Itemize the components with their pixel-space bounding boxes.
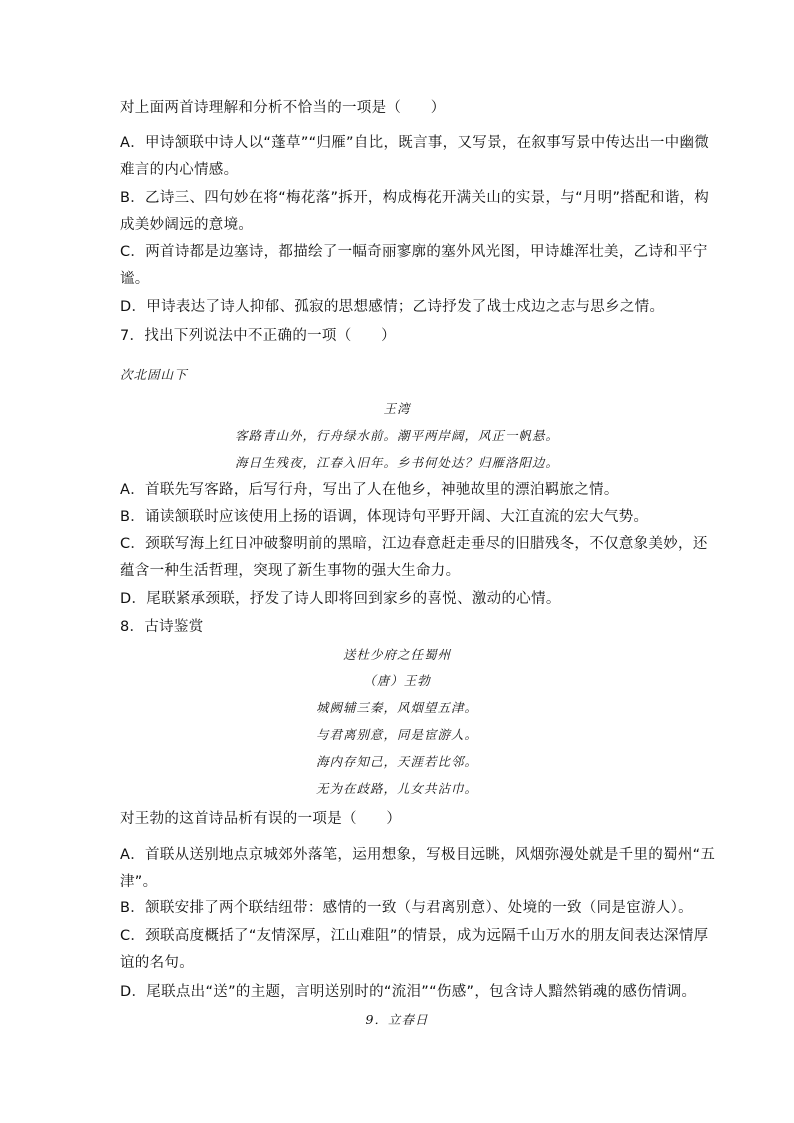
q6-option-c-line2: 谧。 [120, 271, 150, 287]
q7-poem-verse-2: 海日生残夜，江春入旧年。乡书何处达？归雁洛阳边。 [234, 455, 559, 470]
q8-option-d: D．尾联点出“送”的主题，言明送别时的“流泪”“伤感”，包含诗人黯然销魂的感伤情调。 [120, 984, 697, 1000]
q7-option-a: A．首联先写客路，后写行舟，写出了人在他乡，神驰故里的漂泊羁旅之情。 [120, 482, 619, 498]
q7-option-c-line1: C．颈联写海上红日冲破黎明前的黑暗，江边春意赶走垂尽的旧腊残冬，不仅意象美妙，还 [120, 536, 708, 552]
q6-option-d: D．甲诗表达了诗人抑郁、孤寂的思想感情；乙诗抒发了战士戍边之志与思乡之情。 [120, 299, 665, 315]
q7-poem-author: 王湾 [383, 401, 411, 416]
q8-poem-verse-3: 海内存知己，天涯若比邻。 [315, 754, 478, 769]
q6-option-b-line1: B．乙诗三、四句妙在将“梅花落”拆开，构成梅花开满关山的实景，与“月明”搭配和谐，构 [120, 190, 710, 206]
q8-option-b: B．颔联安排了两个联结纽带：感情的一致（与君离别意）、处境的一致（同是宦游人）。 [120, 900, 693, 916]
q7-option-c-line2: 蕴含一种生活哲理，突现了新生事物的强大生命力。 [120, 563, 461, 579]
q6-option-b-line2: 成美妙阔远的意境。 [120, 217, 254, 233]
q8-poem-verse-2: 与君离别意，同是宦游人。 [315, 727, 478, 742]
q7-poem-verse-1: 客路青山外，行舟绿水前。潮平两岸阔，风正一帆悬。 [234, 428, 559, 443]
q8-option-c-line2: 谊的名句。 [120, 955, 194, 971]
q8-poem-title: 送杜少府之任蜀州 [342, 647, 451, 662]
q8-question: 对王勃的这首诗品析有误的一项是（ ） [120, 811, 402, 827]
q7-poem-title: 次北固山下 [120, 367, 188, 382]
q8-poem-author: （唐）王勃 [363, 673, 431, 688]
q8-poem-verse-4: 无为在歧路，儿女共沾巾。 [315, 781, 478, 796]
q7-option-b: B．诵读颔联时应该使用上扬的语调，体现诗句平野开阔、大江直流的宏大气势。 [120, 509, 649, 525]
q7-stem: 7．找出下列说法中不正确的一项（ ） [120, 328, 396, 344]
q8-poem-verse-1: 城阙辅三秦，风烟望五津。 [315, 700, 478, 715]
q8-option-a-line2: 津”。 [120, 874, 158, 890]
q9-heading: 9．立春日 [365, 1012, 429, 1027]
q8-option-c-line1: C．颈联高度概括了“友情深厚，江山难阻”的情景，成为远隔千山万水的朋友间表达深情厚 [120, 928, 709, 944]
q6-option-a-line2: 难言的内心情感。 [120, 162, 239, 178]
q6-option-c-line1: C．两首诗都是边塞诗，都描绘了一幅奇丽寥廓的塞外风光图，甲诗雄浑壮美，乙诗和平宁 [120, 244, 708, 260]
q8-stem: 8．古诗鉴赏 [120, 619, 204, 635]
q6-option-a-line1: A．甲诗颔联中诗人以“蓬草”“归雁”自比，既言事，又写景，在叙事写景中传达出一中幽微 [120, 135, 710, 151]
q7-option-d: D．尾联紧承颈联，抒发了诗人即将回到家乡的喜悦、激动的心情。 [120, 591, 561, 607]
q8-option-a-line1: A．首联从送别地点京城郊外落笔，运用想象，写极目远眺，风烟弥漫处就是千里的蜀州“五 [120, 847, 716, 863]
q6-stem: 对上面两首诗理解和分析不恰当的一项是（ ） [120, 100, 446, 116]
